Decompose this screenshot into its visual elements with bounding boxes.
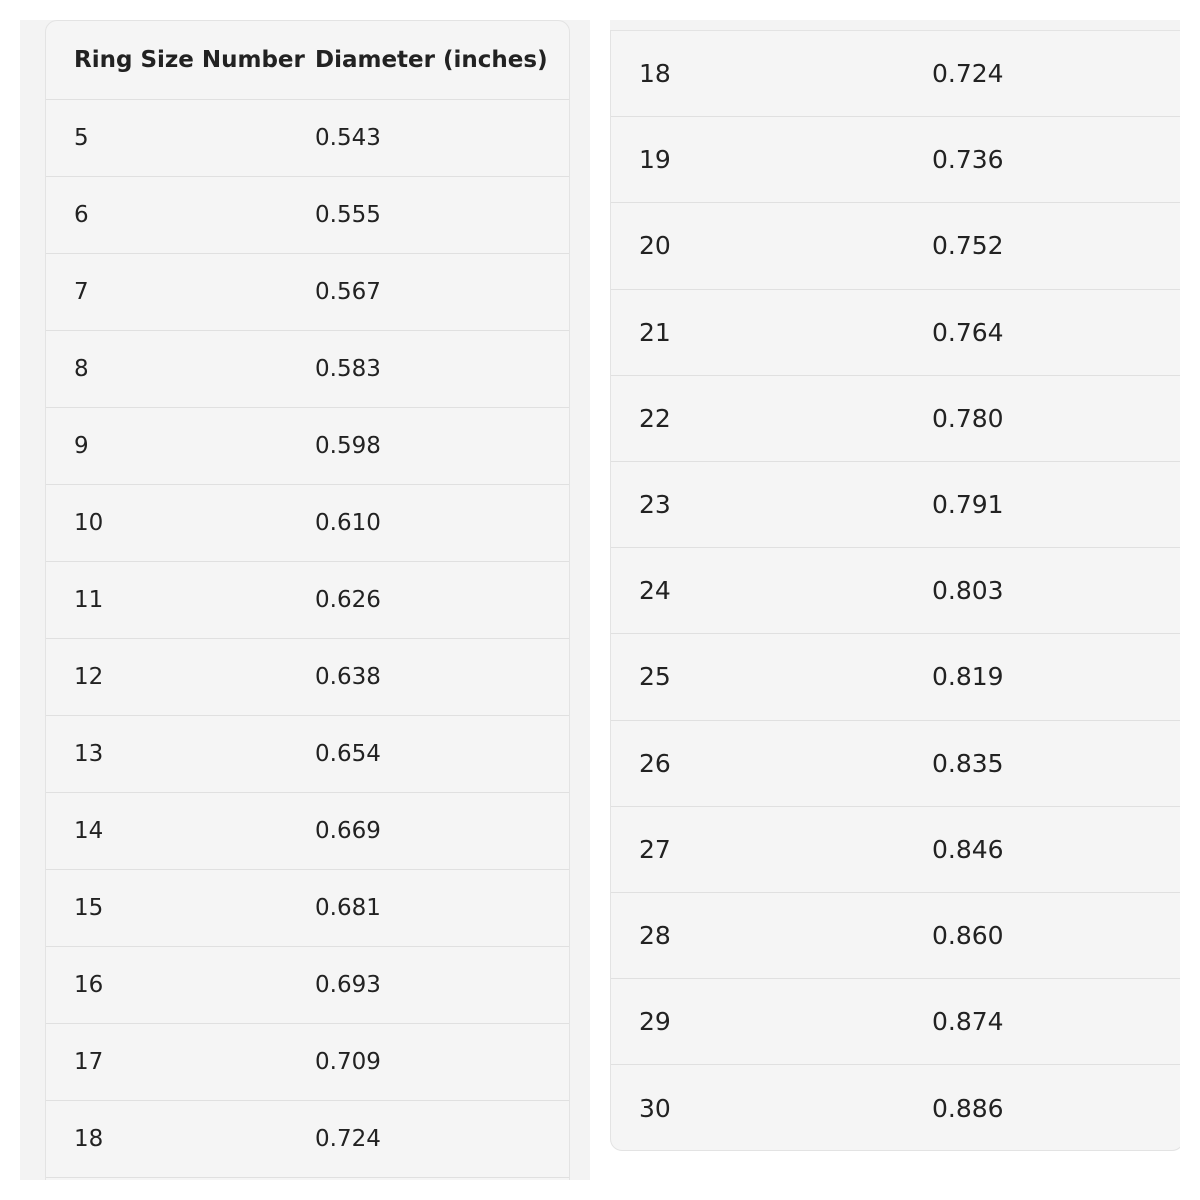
diameter-cell: 0.638 bbox=[315, 664, 381, 690]
diameter-cell: 0.724 bbox=[932, 59, 1004, 89]
ring-size-cell: 15 bbox=[74, 895, 104, 921]
diameter-cell: 0.860 bbox=[932, 920, 1004, 950]
ring-size-cell: 6 bbox=[74, 202, 89, 228]
diameter-cell: 0.724 bbox=[315, 1126, 381, 1152]
table-header-row bbox=[46, 21, 569, 100]
table-row bbox=[46, 177, 569, 254]
ring-size-cell: 28 bbox=[639, 920, 671, 950]
diameter-cell: 0.736 bbox=[932, 145, 1004, 175]
table-row bbox=[46, 100, 569, 177]
ring-size-cell: 9 bbox=[74, 433, 89, 459]
ring-size-cell: 29 bbox=[639, 1007, 671, 1037]
table-row bbox=[46, 254, 569, 331]
right-screenshot-panel bbox=[610, 20, 1180, 1180]
table-row bbox=[611, 290, 1180, 376]
ring-size-cell: 27 bbox=[639, 834, 671, 864]
diameter-cell: 0.669 bbox=[315, 818, 381, 844]
ring-size-cell: 11 bbox=[74, 587, 104, 613]
diameter-cell: 0.803 bbox=[932, 576, 1004, 606]
ring-size-cell: 19 bbox=[639, 145, 671, 175]
ring-size-cell: 17 bbox=[74, 1049, 104, 1075]
table-row bbox=[46, 870, 569, 947]
table-row bbox=[46, 562, 569, 639]
table-row bbox=[611, 31, 1180, 117]
diameter-cell: 0.835 bbox=[932, 748, 1004, 778]
ring-size-cell: 16 bbox=[74, 972, 104, 998]
table-row bbox=[46, 1024, 569, 1101]
table-row bbox=[611, 634, 1180, 720]
diameter-cell: 0.598 bbox=[315, 433, 381, 459]
diameter-cell: 0.543 bbox=[315, 125, 381, 151]
diameter-cell: 0.654 bbox=[315, 741, 381, 767]
ring-size-cell: 5 bbox=[74, 125, 89, 151]
ring-size-cell: 18 bbox=[74, 1126, 104, 1152]
ring-size-cell: 30 bbox=[639, 1093, 671, 1123]
diameter-cell: 0.886 bbox=[932, 1093, 1004, 1123]
ring-size-cell: 13 bbox=[74, 741, 104, 767]
ring-size-cell: 23 bbox=[639, 490, 671, 520]
table-row bbox=[611, 807, 1180, 893]
left-screenshot-panel bbox=[20, 20, 590, 1180]
table-row bbox=[46, 716, 569, 793]
table-row bbox=[46, 947, 569, 1024]
right-table-body bbox=[611, 31, 1180, 1151]
table-row bbox=[611, 548, 1180, 634]
ring-size-cell: 26 bbox=[639, 748, 671, 778]
diameter-cell: 0.846 bbox=[932, 834, 1004, 864]
ring-size-cell: 18 bbox=[639, 59, 671, 89]
diameter-cell: 0.874 bbox=[932, 1007, 1004, 1037]
table-row bbox=[611, 893, 1180, 979]
diameter-cell: 0.764 bbox=[932, 317, 1004, 347]
right-panel-top-band bbox=[610, 20, 1180, 30]
table-row bbox=[46, 639, 569, 716]
table-row bbox=[611, 721, 1180, 807]
ring-size-cell: 22 bbox=[639, 403, 671, 433]
ring-size-cell: 21 bbox=[639, 317, 671, 347]
diameter-cell: 0.610 bbox=[315, 510, 381, 536]
left-table-body bbox=[46, 100, 569, 1178]
diameter-cell: 0.583 bbox=[315, 356, 381, 382]
diameter-cell: 0.819 bbox=[932, 662, 1004, 692]
ring-size-table-left bbox=[45, 20, 570, 1180]
table-row bbox=[611, 117, 1180, 203]
ring-size-cell: 25 bbox=[639, 662, 671, 692]
table-row bbox=[611, 979, 1180, 1065]
table-row bbox=[46, 408, 569, 485]
table-row bbox=[611, 376, 1180, 462]
header-ring-size: Ring Size Number bbox=[74, 47, 305, 73]
diameter-cell: 0.709 bbox=[315, 1049, 381, 1075]
ring-size-cell: 10 bbox=[74, 510, 104, 536]
ring-size-cell: 7 bbox=[74, 279, 89, 305]
diameter-cell: 0.626 bbox=[315, 587, 381, 613]
ring-size-cell: 20 bbox=[639, 231, 671, 261]
table-row bbox=[611, 1065, 1180, 1151]
ring-size-cell: 12 bbox=[74, 664, 104, 690]
diameter-cell: 0.567 bbox=[315, 279, 381, 305]
diameter-cell: 0.780 bbox=[932, 403, 1004, 433]
diameter-cell: 0.752 bbox=[932, 231, 1004, 261]
diameter-cell: 0.791 bbox=[932, 490, 1004, 520]
table-row bbox=[46, 485, 569, 562]
diameter-cell: 0.681 bbox=[315, 895, 381, 921]
diameter-cell: 0.555 bbox=[315, 202, 381, 228]
table-row bbox=[611, 203, 1180, 289]
ring-size-cell: 24 bbox=[639, 576, 671, 606]
header-diameter: Diameter (inches) bbox=[315, 47, 548, 73]
diameter-cell: 0.693 bbox=[315, 972, 381, 998]
table-row bbox=[611, 462, 1180, 548]
ring-size-cell: 8 bbox=[74, 356, 89, 382]
table-row bbox=[46, 331, 569, 408]
table-row bbox=[46, 793, 569, 870]
ring-size-table-right bbox=[610, 30, 1180, 1151]
ring-size-cell: 14 bbox=[74, 818, 104, 844]
table-row bbox=[46, 1101, 569, 1178]
